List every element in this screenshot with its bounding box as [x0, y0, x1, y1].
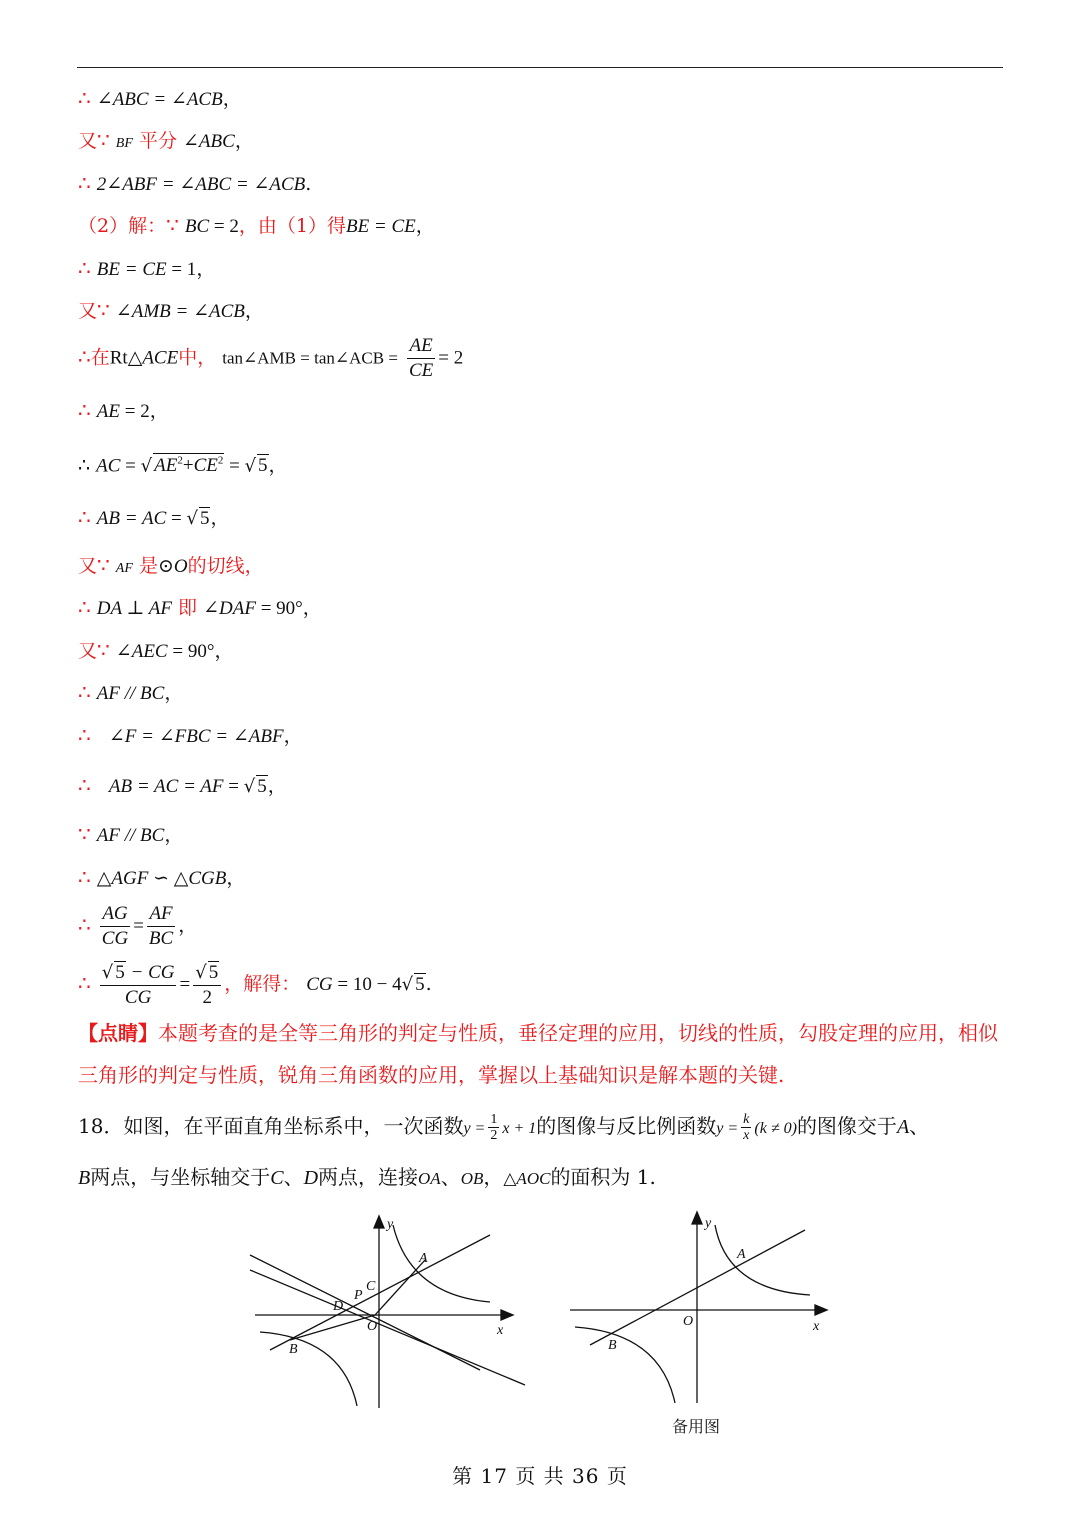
label-x: x	[813, 1319, 820, 1334]
solution-line-10	[78, 505, 229, 531]
figure-2-graph	[565, 1205, 840, 1410]
label-b: B	[289, 1342, 298, 1357]
math-expression: ∠DAF	[203, 598, 256, 619]
y-axis-arrow	[374, 1216, 384, 1228]
fraction-numerator	[193, 960, 221, 986]
therefore-symbol: ∴	[78, 680, 91, 704]
math-rt: Rt	[109, 347, 128, 369]
radicand: 5	[208, 962, 219, 983]
solution-line-18	[78, 865, 245, 891]
question-18	[78, 1102, 1008, 1203]
page-footer: 第 17 页 共 36 页	[452, 1464, 628, 1488]
line-through-d	[250, 1270, 525, 1385]
solution-line-11	[78, 553, 264, 581]
math-expression: △AGF ∽ △CGB	[96, 868, 227, 889]
segment-oa	[375, 1260, 425, 1315]
math-expression: AB = AC	[96, 508, 167, 529]
solution-line-19	[78, 902, 197, 951]
question-number: 18．	[78, 1114, 124, 1138]
equals: =	[223, 776, 244, 797]
fraction-ag-cg	[100, 902, 130, 951]
math-expression: AF // BC	[96, 683, 165, 704]
math-value: = 1	[166, 259, 197, 280]
math-triangle: △ACE	[127, 347, 179, 369]
because-symbol: ∵	[78, 822, 91, 846]
punctuation: ，	[234, 130, 254, 152]
solution-line-1	[78, 86, 242, 112]
therefore-symbol: ∴	[78, 171, 91, 195]
segment-label: OB	[460, 1169, 484, 1188]
label-a: A	[419, 1251, 428, 1266]
radical-sign: √	[401, 974, 414, 995]
text-you: 又	[78, 555, 98, 577]
math-expression: 2∠ABF = ∠ABC = ∠ACB	[96, 174, 306, 195]
point-label: B	[78, 1167, 91, 1189]
question-text: 两点，与坐标轴交于	[90, 1165, 271, 1189]
math-value: = 10 − 4	[332, 974, 402, 995]
math-expression: ∠AMB = ∠ACB	[115, 301, 245, 322]
fraction-denominator: 2	[202, 987, 212, 1008]
segment-ob	[290, 1315, 378, 1340]
hyperbola-branch-2	[575, 1327, 675, 1403]
radicand-term: AE	[154, 455, 178, 477]
fraction-numerator: AF	[147, 902, 175, 927]
point-label: C	[270, 1167, 284, 1189]
radicand: 5	[257, 776, 267, 797]
fraction-numerator: 1	[490, 1112, 498, 1127]
math-expression: ∠F = ∠FBC = ∠ABF	[108, 726, 284, 747]
fraction-k-x	[741, 1112, 751, 1143]
because-symbol: ∵	[97, 128, 110, 152]
punctuation: ，	[164, 824, 184, 846]
equals: =	[120, 455, 141, 477]
punctuation: ，	[283, 725, 303, 747]
segment-label: BF	[115, 136, 133, 151]
radical-sign: √	[244, 455, 257, 477]
plus: +	[182, 455, 194, 477]
punctuation: ，	[268, 454, 288, 477]
formula-lhs: y =	[463, 1120, 486, 1137]
fraction-ae-ce	[407, 334, 435, 383]
header-rule	[77, 67, 1003, 68]
formula-rhs: x + 1	[502, 1120, 537, 1137]
fraction-left	[100, 960, 177, 1010]
radicand: 5	[415, 974, 425, 995]
fraction-right	[193, 960, 221, 1010]
text-from-part-1: ，由（1）得	[238, 215, 346, 237]
line-through-p	[250, 1255, 480, 1370]
point-label: A	[896, 1116, 910, 1138]
text-you: 又	[78, 130, 98, 152]
label-y: y	[705, 1216, 712, 1231]
punctuation: ，	[415, 215, 435, 237]
math-expression: ∠ABC	[183, 131, 235, 152]
radicand-term: CE	[193, 455, 218, 477]
numerator-term: − CG	[125, 962, 175, 983]
question-text: 、	[283, 1165, 304, 1189]
equals: =	[224, 455, 245, 477]
note-label: 【点睛】	[78, 1021, 158, 1045]
because-symbol: ∵	[166, 213, 179, 237]
radicand: 5	[258, 455, 268, 477]
x-axis-arrow	[815, 1305, 827, 1315]
segment-label: AF	[115, 561, 133, 576]
tan-equation: tan∠AMB = tan∠ACB =	[222, 348, 398, 368]
question-text: 如图，在平面直角坐标系中，一次函数	[123, 1114, 464, 1138]
figure-2-caption: 备用图	[672, 1417, 721, 1436]
equals: =	[179, 974, 191, 995]
circle-o: ⊙O	[157, 556, 188, 577]
punctuation: ，	[222, 88, 242, 110]
solution-line-2	[78, 128, 254, 156]
fraction-denominator: CG	[124, 987, 152, 1008]
math-value: = 2	[120, 401, 150, 422]
solution-line-6	[78, 298, 264, 324]
equals: =	[166, 508, 187, 529]
math-expression: ∠ABC = ∠ACB	[96, 89, 223, 110]
comment-note	[78, 1012, 1008, 1096]
radical-sign: √	[186, 508, 198, 529]
part-2-label: （2）解：	[78, 215, 167, 237]
radical-sign: √	[243, 776, 256, 797]
math-value: = 90°	[167, 641, 215, 662]
solution-line-16	[78, 773, 287, 799]
text-middle: 中，	[178, 346, 217, 369]
math-value: = 2	[209, 216, 239, 237]
math-value: = 90°	[255, 598, 303, 619]
label-a: A	[737, 1247, 746, 1262]
punctuation: ，	[244, 300, 264, 322]
because-symbol: ∵	[97, 298, 110, 322]
text-in: 在	[90, 346, 110, 369]
radical-sign: √	[101, 962, 114, 983]
hyperbola-branch-2	[260, 1332, 357, 1406]
punctuation: ，	[210, 507, 230, 529]
punctuation: .	[425, 973, 432, 995]
fraction-denominator: CG	[101, 928, 129, 949]
solution-line-12	[78, 595, 322, 621]
math-expression: AB = AC = AF	[108, 776, 224, 797]
solution-line-7	[78, 334, 463, 383]
because-symbol: ∵	[97, 553, 110, 577]
solution-line-17	[78, 822, 183, 848]
fraction-denominator: CE	[408, 360, 434, 381]
text-you: 又	[78, 640, 98, 662]
math-expression: DA ⊥ AF	[96, 598, 173, 619]
label-b: B	[608, 1338, 617, 1353]
exponent: 2	[177, 455, 183, 467]
therefore-symbol: ∴	[78, 86, 91, 110]
math-expression: BE = CE	[96, 259, 167, 280]
label-o: O	[683, 1314, 694, 1329]
y-axis-arrow	[692, 1212, 702, 1224]
question-text: 的面积为 1.	[550, 1165, 656, 1189]
hyperbola-branch-1	[393, 1225, 490, 1302]
fraction-denominator: 2	[490, 1128, 498, 1143]
therefore-symbol: ∴	[78, 971, 91, 995]
therefore-symbol: ∴	[78, 398, 91, 422]
text-is: 是	[132, 555, 158, 577]
question-text: 的图像与反比例函数	[536, 1114, 717, 1138]
punctuation: ，	[226, 867, 246, 889]
point-label: D	[303, 1167, 319, 1189]
math-expression: BC	[184, 216, 210, 237]
solution-line-8	[78, 398, 169, 424]
radical-sign: √	[140, 455, 153, 477]
math-expression: AE	[96, 401, 120, 422]
text-solving: ，解得：	[224, 973, 301, 995]
question-text: 、	[909, 1114, 930, 1138]
question-text: 的图像交于	[796, 1114, 897, 1138]
label-y: y	[387, 1217, 394, 1232]
fraction-denominator: x	[743, 1128, 750, 1143]
exponent: 2	[217, 455, 224, 467]
solution-line-15	[78, 723, 303, 749]
fraction-af-bc	[147, 902, 175, 951]
punctuation: ，	[178, 914, 198, 937]
text-bisects: 平分	[132, 130, 177, 152]
solution-line-4	[78, 213, 435, 239]
x-axis-arrow	[501, 1310, 513, 1320]
fraction-numerator: k	[743, 1112, 750, 1127]
therefore-symbol: ∴	[78, 454, 91, 477]
note-text: 本题考查的是全等三角形的判定与性质，垂径定理的应用，切线的性质，勾股定理的应用，相似三角形的判定与性质，锐角三角函数的应用，掌握以上基础知识是解本题的关键.	[78, 1021, 998, 1087]
label-c: C	[366, 1279, 376, 1294]
text-namely: 即	[172, 597, 204, 619]
label-p: P	[354, 1288, 363, 1303]
therefore-symbol: ∴	[78, 595, 91, 619]
punctuation: ，	[196, 258, 216, 280]
math-expression: CG	[306, 974, 333, 995]
label-o: O	[367, 1319, 378, 1334]
punctuation: ，	[164, 682, 184, 704]
equals: =	[133, 915, 144, 937]
solution-line-14	[78, 680, 183, 706]
formula-rhs: (k ≠ 0)	[754, 1120, 797, 1137]
math-expression: ∠AEC	[115, 641, 168, 662]
radicand: 5	[115, 962, 125, 983]
label-d: D	[333, 1299, 344, 1314]
punctuation: ，	[302, 597, 322, 619]
solution-line-13	[78, 638, 233, 664]
therefore-symbol: ∴	[78, 344, 91, 369]
solution-line-9	[78, 449, 288, 478]
punctuation: .	[305, 173, 312, 195]
fraction-numerator: AE	[407, 334, 435, 359]
punctuation: ，	[149, 400, 169, 422]
therefore-symbol: ∴	[78, 256, 91, 280]
therefore-symbol: ∴	[78, 505, 91, 529]
solution-line-20	[78, 960, 432, 1010]
radical-sign: √	[195, 962, 207, 983]
math-expression: AC	[96, 455, 121, 477]
triangle-label: △AOC	[503, 1169, 551, 1188]
fraction-numerator	[100, 960, 177, 986]
fraction-denominator: BC	[148, 928, 174, 949]
math-value: = 2	[438, 347, 464, 369]
label-x: x	[497, 1323, 504, 1338]
text-you: 又	[78, 300, 98, 322]
question-text: ，	[483, 1165, 504, 1189]
because-symbol: ∵	[97, 638, 110, 662]
math-expression: AF // BC	[96, 825, 165, 846]
question-text: 、	[440, 1165, 461, 1189]
radicand	[153, 453, 224, 476]
punctuation: ，	[214, 640, 234, 662]
therefore-symbol: ∴	[78, 865, 91, 889]
therefore-symbol: ∴	[78, 912, 91, 937]
therefore-symbol: ∴	[78, 773, 91, 797]
fraction-one-half	[488, 1112, 499, 1143]
punctuation: ，	[267, 775, 287, 797]
fraction-numerator: AG	[100, 902, 130, 927]
question-text: 两点，连接	[318, 1165, 419, 1189]
math-expression: BE = CE	[345, 216, 416, 237]
figure-1-graph	[245, 1210, 535, 1410]
text-tangent: 的切线，	[187, 555, 264, 577]
radicand: 5	[199, 508, 210, 529]
formula-lhs: y =	[716, 1120, 739, 1137]
solution-line-3	[78, 171, 311, 197]
therefore-symbol: ∴	[78, 723, 91, 747]
segment-label: OA	[418, 1169, 441, 1188]
solution-line-5	[78, 256, 215, 282]
